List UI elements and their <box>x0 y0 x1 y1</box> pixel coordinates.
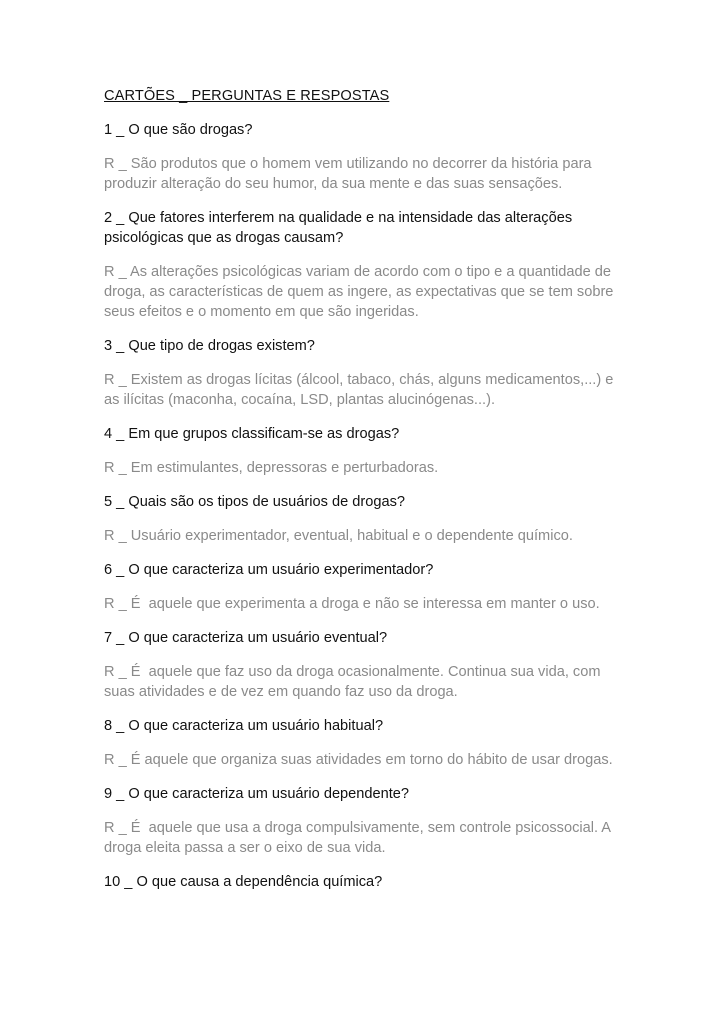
answer-2: R _ As alterações psicológicas variam de acordo com o tipo e a quantidade de droga, as características de quem as ingere, as expectativas que se tem sobre seus efeitos e o momento em que são ingeridas. <box>104 264 618 320</box>
question-4: 4 _ Em que grupos classificam-se as drogas? <box>104 426 400 442</box>
question-7: 7 _ O que caracteriza um usuário eventual? <box>104 630 388 646</box>
document-title: CARTÕES _ PERGUNTAS E RESPOSTAS <box>104 88 390 104</box>
document-page <box>104 86 624 906</box>
answer-6: R _ É aquele que experimenta a droga e não se interessa em manter o uso. <box>104 596 600 612</box>
answer-7: R _ É aquele que faz uso da droga ocasionalmente. Continua sua vida, com suas atividades e de vez em quando faz uso da droga. <box>104 664 605 700</box>
answer-5: R _ Usuário experimentador, eventual, habitual e o dependente químico. <box>104 528 573 544</box>
qa-list <box>104 120 624 892</box>
question-9: 9 _ O que caracteriza um usuário dependente? <box>104 786 410 802</box>
answer-8: R _ É aquele que organiza suas atividades em torno do hábito de usar drogas. <box>104 752 613 768</box>
question-6: 6 _ O que caracteriza um usuário experimentador? <box>104 562 434 578</box>
answer-9: R _ É aquele que usa a droga compulsivamente, sem controle psicossocial. A droga eleita passa a ser o eixo de sua vida. <box>104 820 615 856</box>
answer-4: R _ Em estimulantes, depressoras e perturbadoras. <box>104 460 439 476</box>
question-5: 5 _ Quais são os tipos de usuários de drogas? <box>104 494 405 510</box>
answer-1: R _ São produtos que o homem vem utilizando no decorrer da história para produzir alteração do seu humor, da sua mente e das suas sensações. <box>104 156 596 192</box>
question-10: 10 _ O que causa a dependência química? <box>104 874 383 890</box>
answer-3: R _ Existem as drogas lícitas (álcool, tabaco, chás, alguns medicamentos,...) e as ilícitas (maconha, cocaína, LSD, plantas alucinógenas...). <box>104 372 618 408</box>
question-2: 2 _ Que fatores interferem na qualidade e na intensidade das alterações psicológicas que as drogas causam? <box>104 210 577 246</box>
question-8: 8 _ O que caracteriza um usuário habitual? <box>104 718 384 734</box>
question-1: 1 _ O que são drogas? <box>104 122 253 138</box>
question-3: 3 _ Que tipo de drogas existem? <box>104 338 315 354</box>
